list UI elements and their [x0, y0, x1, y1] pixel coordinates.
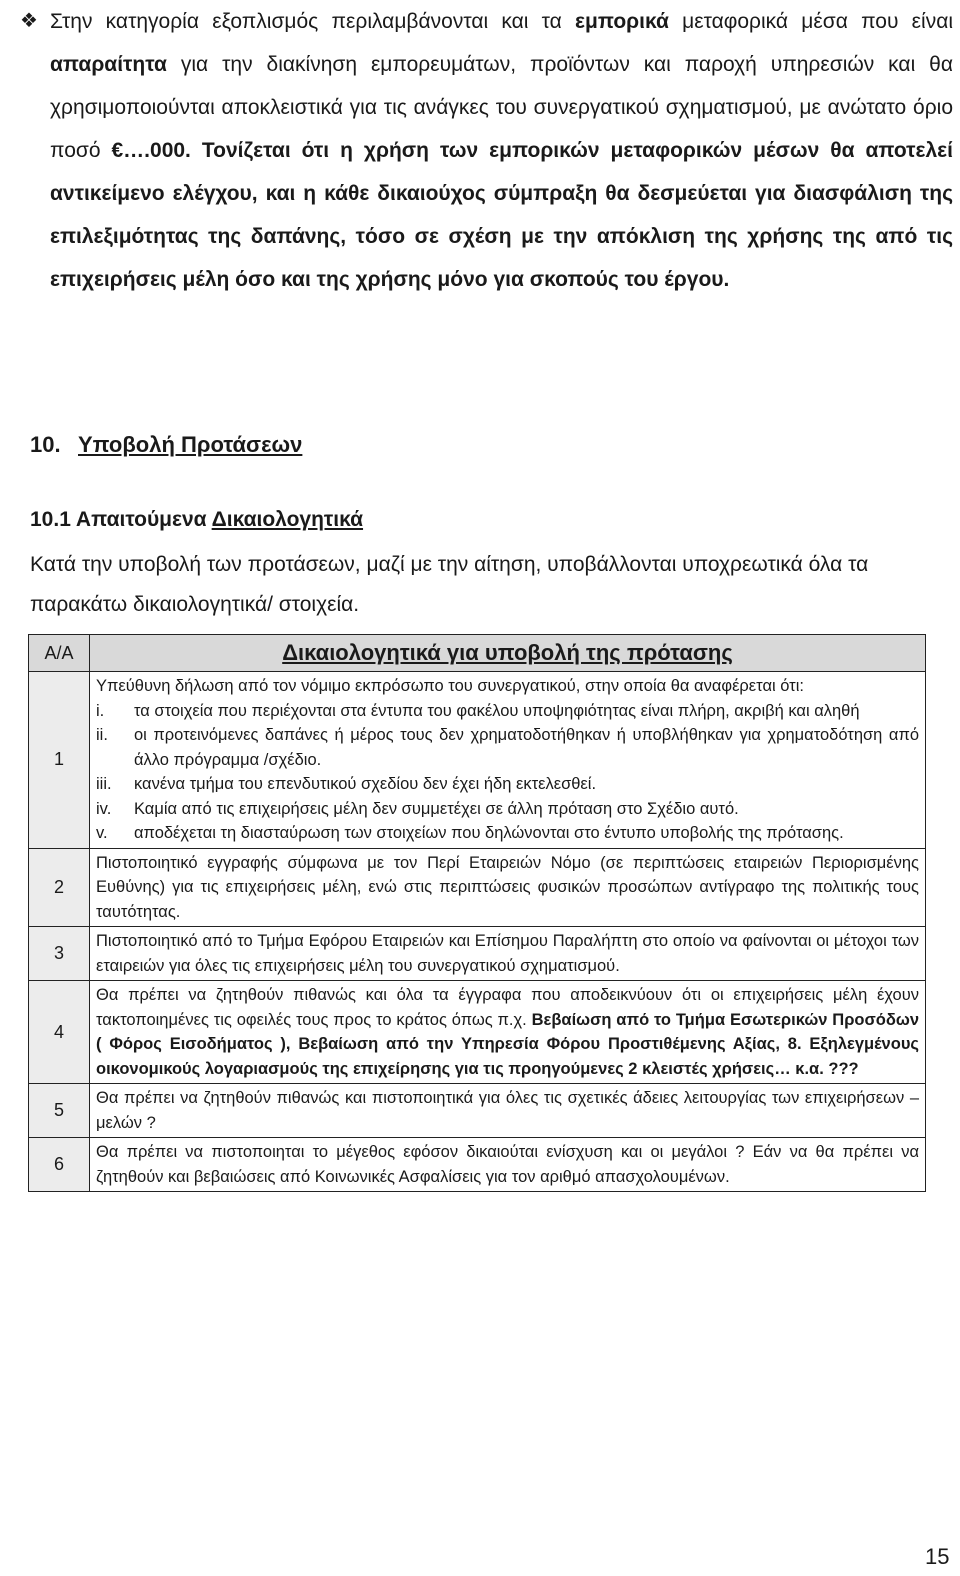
table-row: 6 Θα πρέπει να πιστοποιηται το μέγεθος εφόσον δικαιούται ενίσχυση και οι μεγάλοι ? Εάν να θα πρέπει να ζητηθούν και βεβαιώσεις από Κοινωνικές Ασφαλίσεις για τον αριθμό απασχολουμένων. [29, 1138, 926, 1192]
subsection-heading: 10.1 Απαιτούμενα Δικαιολογητικά [30, 508, 364, 531]
header-index: Α/Α [29, 635, 90, 672]
section-number: 10. [30, 432, 61, 457]
section-title: Υποβολή Προτάσεων [78, 432, 303, 457]
table-row: 3 Πιστοποιητικό από το Τμήμα Εφόρου Εταιρειών και Επίσημου Παραλήπτη στο οποίο να φαίνονται οι μέτοχοι των εταιρειών για όλες τις επιχειρήσεις μέλη του συνεργατικού σχηματισμού. [29, 927, 926, 981]
table-row: 1 Υπεύθυνη δήλωση από τον νόμιμο εκπρόσωπο του συνεργατικού, στην οποία θα αναφέρεται ότι: i. τα στοιχεία που περιέχονται στα έντυπα του φακέλου υποψηφιότητας είναι πλήρη, ακριβή και αληθή ii. οι προτεινόμενες δαπάνες ή μέρος τους δεν χρηματοδοτήθηκαν ή υποβλήθηκαν για χρηματοδότηση από άλλο πρόγραμμα /σχέδιο. iii. κανένα τμήμα του επενδυτικού σχεδίου δεν έχει ήδη εκτελεσθεί. iv. Καμία από τις επιχειρήσεις μέλη δεν συμμετέχει σε άλλη πρόταση στο Σχέδιο αυτό. v. αποδέχεται τη διασταύρωση των στοιχείων που δηλώνονται στο έντυπο υποβολής της πρότασης. [29, 672, 926, 849]
table-row: 4 Θα πρέπει να ζητηθούν πιθανώς και όλα τα έγγραφα που αποδεικνύουν ότι οι επιχειρήσεις μέλη έχουν τακτοποιημένες τις οφειλές τους προς το κράτος όπως π.χ. Βεβαίωση από το Τμήμα Εσωτερικών Προσόδων ( Φόρος Εισοδήματος ), Βεβαίωση από την Υπηρεσία Φόρου Προστιθέμενης Αξίας, 8. Εξηλεγμένους οικονομικούς λογαριασμούς της επιχείρησης για τις προηγούμενες 2 κλειστές χρήσεις… κ.α. ??? [29, 981, 926, 1084]
requirements-intro: Κατά την υποβολή των προτάσεων, μαζί με την αίτηση, υποβάλλονται υποχρεωτικά όλα τα παρακάτω δικαιολογητικά/ στοιχεία. [30, 553, 869, 616]
header-documents: Δικαιολογητικά για υποβολή της πρότασης [90, 635, 926, 672]
requirements-table [28, 634, 926, 1192]
table-header-row [29, 635, 926, 672]
list-item: iv. Καμία από τις επιχειρήσεις μέλη δεν συμμετέχει σε άλλη πρόταση στο Σχέδιο αυτό. [96, 799, 739, 818]
list-item: ii. οι προτεινόμενες δαπάνες ή μέρος τους δεν χρηματοδοτήθηκαν ή υποβλήθηκαν για χρηματοδότηση από άλλο πρόγραμμα /σχέδιο. [96, 726, 919, 769]
table-row: 5 Θα πρέπει να ζητηθούν πιθανώς και πιστοποιητικά για όλες τις σχετικές άδειες λειτουργίας των επιχειρήσεων – μελών ? [29, 1084, 926, 1138]
section-heading [30, 432, 302, 458]
list-item: v. αποδέχεται τη διασταύρωση των στοιχείων που δηλώνονται στο έντυπο υποβολής της πρότασης. [96, 824, 844, 842]
list-item: i. τα στοιχεία που περιέχονται στα έντυπα του φακέλου υποψηφιότητας είναι πλήρη, ακριβή και αληθή [96, 701, 860, 720]
list-item: iii. κανένα τμήμα του επενδυτικού σχεδίου δεν έχει ήδη εκτελεσθεί. [96, 775, 597, 793]
declaration-list [96, 699, 919, 846]
table-row: 2 Πιστοποιητικό εγγραφής σύμφωνα με τον Περί Εταιρειών Νόμο (σε περιπτώσεις εταιρειών Περιορισμένης Ευθύνης) για τις επιχειρήσεις μέλη, ενώ στις περιπτώσεις φυσικών προσώπων αντίγραφο της πολιτικής τους ταυτότητας. [29, 848, 926, 927]
intro-paragraph: ❖ Στην κατηγορία εξοπλισμός περιλαμβάνονται και τα εμπορικά μεταφορικά μέσα που είναι απαραίτητα για την διακίνηση εμπορευμάτων, προϊόντων και παροχή υπηρεσιών και θα χρησιμοποιούνται αποκλειστικά για τις ανάγκες του συνεργατικού σχηματισμού, με ανώτατο όριο ποσό €….000. Τονίζεται ότι η χρήση των εμπορικών μεταφορικών μέσων θα αποτελεί αντικείμενο ελέγχου, και η κάθε δικαιούχος σύμπραξη θα δεσμεύεται για διασφάλιση της επιλεξιμότητας της δαπάνης, τόσο σε σχέση με την απόκλιση της χρήσης της από τις επιχειρήσεις μέλη όσο και της χρήσης μόνο για σκοπούς του έργου. [50, 0, 953, 301]
page-number: 15 [925, 1544, 950, 1569]
diamond-bullet-icon: ❖ [20, 10, 38, 32]
